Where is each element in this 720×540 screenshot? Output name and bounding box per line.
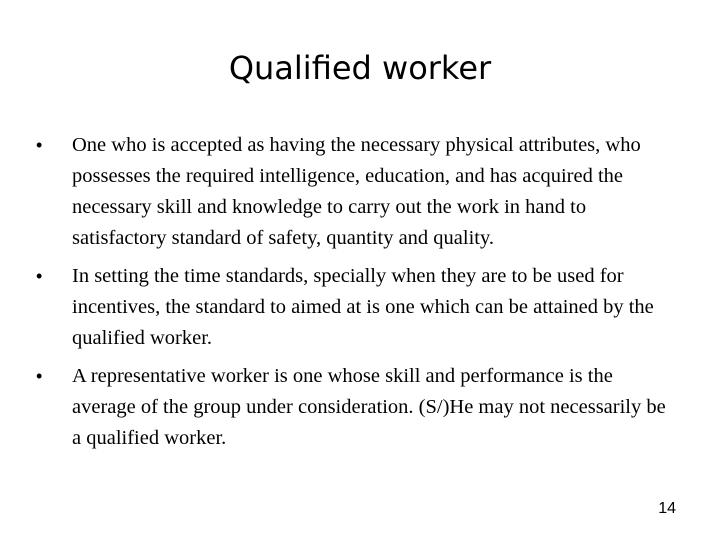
bullet-text: One who is accepted as having the necessary physical attributes, who possesses the required intelligence, education, and has acquired the necessary skill and knowledge to carry out the work in hand to satisfactory standard of safety, quantity and quality.	[72, 134, 641, 249]
bullet-item	[36, 130, 676, 254]
bullet-icon: •	[36, 266, 43, 286]
bullet-item	[36, 361, 676, 454]
page-number: 14	[658, 500, 676, 517]
bullet-list	[36, 130, 676, 461]
bullet-text: A representative worker is one whose skill and performance is the average of the group under consideration. (S/)He may not necessarily be a qualified worker.	[72, 365, 666, 449]
bullet-text: In setting the time standards, specially when they are to be used for incentives, the standard to aimed at is one which can be attained by the qualified worker.	[72, 265, 654, 349]
bullet-item	[36, 261, 676, 354]
slide-title: Qualified worker	[228, 49, 492, 87]
bullet-icon: •	[36, 135, 43, 155]
bullet-icon: •	[36, 366, 43, 386]
